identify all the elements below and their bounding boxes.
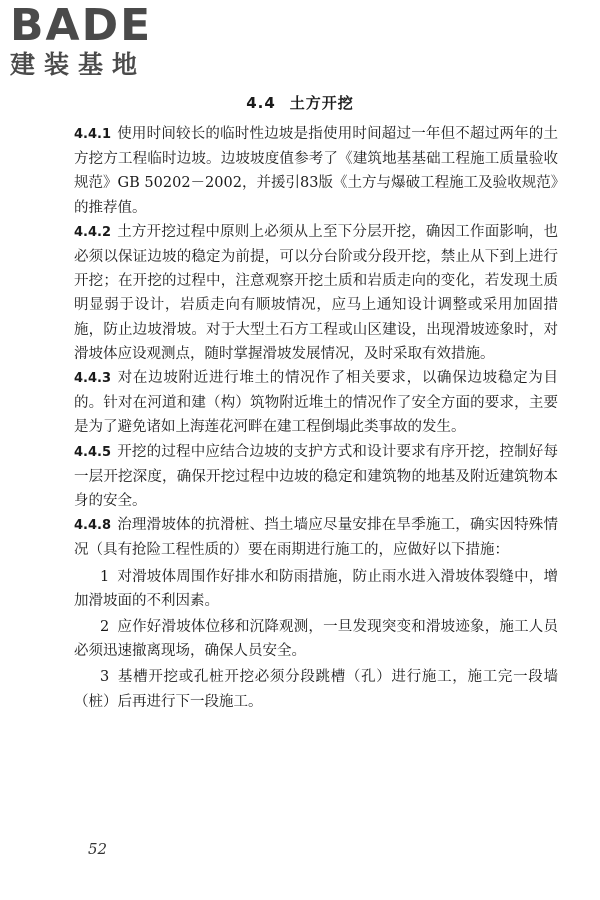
clause-number: 4.4.1 xyxy=(74,127,112,142)
list-item xyxy=(74,565,558,613)
item-text: 对滑坡体周围作好排水和防雨措施，防止雨水进入滑坡体裂缝中，增加滑坡面的不利因素。 xyxy=(74,568,558,609)
bade-logo xyxy=(10,0,175,80)
section-heading xyxy=(0,92,600,113)
clause-text: 使用时间较长的临时性边坡是指使用时间超过一年但不超过两年的土方挖方工程临时边坡。边坡坡度值参考了《建筑地基基础工程施工质量验收规范》GB 50202－2002，并援引83版《土方与爆破工程施工及验收规范》的推荐值。 xyxy=(74,126,558,216)
clause-4-4-1 xyxy=(74,122,558,220)
clause-number: 4.4.8 xyxy=(74,518,112,534)
clause-text: 对在边坡附近进行堆土的情况作了相关要求，以确保边坡稳定为目的。针对在河道和建（构）筑物附近堆土的情况作了安全方面的要求，主要是为了避免诸如上海莲花河畔在建工程倒塌此类事故的发生。 xyxy=(74,370,558,436)
clause-text: 开挖的过程中应结合边坡的支护方式和设计要求有序开挖，控制好每一层开挖深度，确保开挖过程中边坡的稳定和建筑物的地基及附近建筑物本身的安全。 xyxy=(74,443,558,510)
logo-wordmark: BADE xyxy=(10,0,153,51)
clause-4-4-3 xyxy=(74,366,558,440)
clause-4-4-5 xyxy=(74,440,558,514)
item-text: 应作好滑坡体位移和沉降观测，一旦发现突变和滑坡迹象，施工人员必须迅速撤离现场，确保人员安全。 xyxy=(74,619,558,660)
logo-subtitle: 建装基地 xyxy=(10,50,147,79)
clause-number: 4.4.3 xyxy=(74,371,112,387)
page-body xyxy=(74,122,558,716)
item-number: 2 xyxy=(100,619,110,636)
clause-text: 治理滑坡体的抗滑桩、挡土墙应尽量安排在旱季施工，确实因特殊情况（具有抢险工程性质的）要在雨期进行施工的，应做好以下措施： xyxy=(74,517,558,559)
page-number: 52 xyxy=(88,840,108,858)
clause-4-4-8 xyxy=(74,513,558,562)
section-title: 土方开挖 xyxy=(289,94,354,112)
section-number: 4.4 xyxy=(246,94,276,112)
item-text: 基槽开挖或孔桩开挖必须分段跳槽（孔）进行施工，施工完一段墙（桩）后再进行下一段施工。 xyxy=(74,669,558,710)
item-number: 1 xyxy=(100,568,110,585)
list-item xyxy=(74,615,558,663)
list-item xyxy=(74,665,558,713)
clause-number: 4.4.5 xyxy=(74,444,112,460)
item-number: 3 xyxy=(100,669,110,686)
clause-text: 土方开挖过程中原则上必须从上至下分层开挖，确因工作面影响，也必须以保证边坡的稳定为前提，可以分台阶或分段开挖，禁止从下到上进行开挖；在开挖的过程中，注意观察开挖土质和岩质走向的变化，若发现土质明显弱于设计，岩质走向有顺坡情况，应马上通知设计调整或采用加固措施，防止边坡滑坡。对于大型土石方工程或山区建设，出现滑坡迹象时，对滑坡体应设观测点，随时掌握滑坡发展情况，及时采取有效措施。 xyxy=(74,223,558,362)
clause-4-4-2 xyxy=(74,220,558,366)
clause-number: 4.4.2 xyxy=(74,224,112,240)
